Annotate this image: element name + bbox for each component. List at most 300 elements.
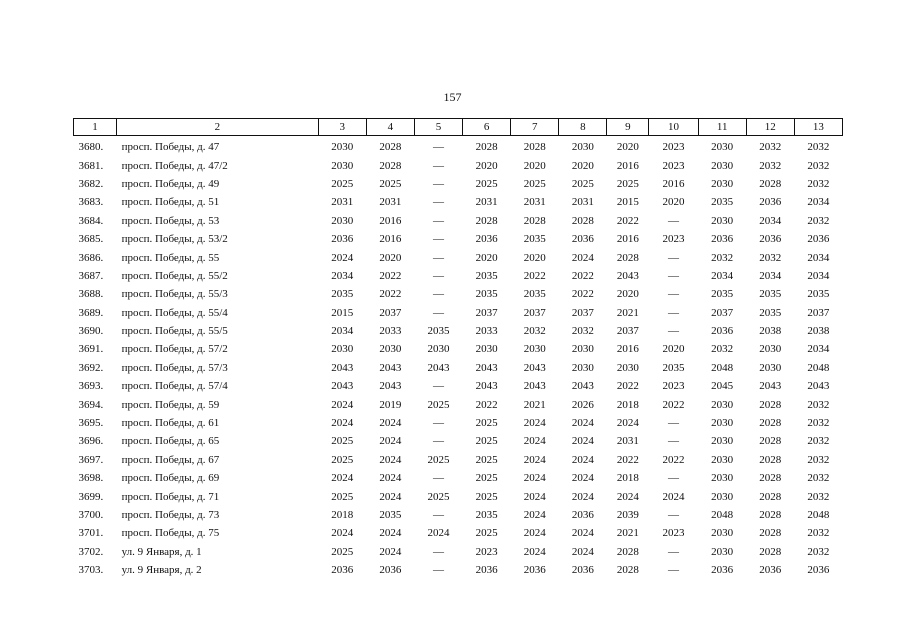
address-cell: ул. 9 Января, д. 2 <box>121 564 202 577</box>
year-cell-col-10: — <box>668 417 680 430</box>
year-cell-col-3: 2024 <box>331 398 354 411</box>
year-cell-col-7: 2035 <box>523 288 546 301</box>
row-number: 3699. <box>78 490 104 503</box>
year-cell-col-11: 2030 <box>711 141 734 154</box>
year-cell-col-4: 2022 <box>379 288 402 301</box>
year-cell-col-6: 2028 <box>475 214 498 227</box>
year-cell-col-5: — <box>432 288 444 301</box>
year-cell-col-11: 2037 <box>711 306 734 319</box>
year-cell-col-8: 2020 <box>571 159 594 172</box>
year-cell-col-13: 2048 <box>807 509 830 521</box>
year-cell-col-12: 2028 <box>759 398 782 411</box>
year-cell-col-3: 2043 <box>331 361 354 374</box>
table-row <box>74 285 843 303</box>
year-cell-col-3: 2018 <box>331 509 354 521</box>
table-row <box>74 469 843 487</box>
year-cell-col-9: 2020 <box>616 288 639 301</box>
year-cell-col-8: 2030 <box>571 343 594 356</box>
row-number: 3698. <box>78 472 104 485</box>
year-cell-col-13: 2032 <box>807 214 830 227</box>
address-cell: просп. Победы, д. 73 <box>121 509 220 521</box>
year-cell-col-9: 2024 <box>616 417 639 430</box>
year-cell-col-13: 2043 <box>807 380 830 393</box>
year-cell-col-12: 2030 <box>759 343 782 356</box>
year-cell-col-11: 2030 <box>711 527 734 540</box>
year-cell-col-4: 2033 <box>379 325 402 338</box>
year-cell-col-11: 2036 <box>711 325 734 338</box>
row-number: 3681. <box>78 159 104 172</box>
column-header-13: 13 <box>794 119 842 136</box>
year-cell-col-13: 2032 <box>807 435 830 448</box>
row-number: 3697. <box>78 453 104 466</box>
year-cell-col-6: 2036 <box>475 564 498 577</box>
year-cell-col-5: — <box>432 214 444 227</box>
year-cell-col-13: 2034 <box>807 269 830 282</box>
table-row <box>74 304 843 322</box>
column-header-4: 4 <box>366 119 414 136</box>
table-row <box>74 524 843 542</box>
row-number: 3686. <box>78 251 104 264</box>
year-cell-col-11: 2034 <box>711 269 734 282</box>
year-cell-col-4: 2016 <box>379 233 402 246</box>
year-cell-col-11: 2030 <box>711 453 734 466</box>
year-cell-col-6: 2022 <box>475 398 498 411</box>
year-cell-col-4: 2024 <box>379 545 402 558</box>
year-cell-col-8: 2024 <box>571 490 594 503</box>
year-cell-col-12: 2036 <box>759 564 782 577</box>
year-cell-col-8: 2026 <box>571 398 594 411</box>
year-cell-col-13: 2037 <box>807 306 830 319</box>
year-cell-col-6: 2035 <box>475 269 498 282</box>
year-cell-col-4: 2024 <box>379 417 402 430</box>
year-cell-col-5: — <box>432 306 444 319</box>
address-cell: просп. Победы, д. 53 <box>121 214 220 227</box>
column-header-11: 11 <box>698 119 746 136</box>
column-header-10: 10 <box>649 119 698 136</box>
address-cell: просп. Победы, д. 53/2 <box>121 233 228 246</box>
year-cell-col-6: 2025 <box>475 472 498 485</box>
year-cell-col-9: 2016 <box>616 343 639 356</box>
table-row <box>74 156 843 174</box>
table-row <box>74 451 843 469</box>
year-cell-col-3: 2024 <box>331 417 354 430</box>
year-cell-col-6: 2036 <box>475 233 498 246</box>
year-cell-col-12: 2036 <box>759 196 782 209</box>
year-cell-col-7: 2024 <box>523 527 546 540</box>
year-cell-col-13: 2035 <box>807 288 830 301</box>
year-cell-col-7: 2031 <box>523 196 546 209</box>
year-cell-col-9: 2028 <box>616 545 639 558</box>
column-header-2: 2 <box>117 119 319 136</box>
year-cell-col-10: 2023 <box>662 141 685 154</box>
year-cell-col-6: 2025 <box>475 417 498 430</box>
year-cell-col-6: 2020 <box>475 251 498 264</box>
row-number: 3683. <box>78 196 104 209</box>
year-cell-col-13: 2032 <box>807 417 830 430</box>
year-cell-col-9: 2039 <box>616 509 639 521</box>
year-cell-col-11: 2048 <box>711 361 734 374</box>
row-number: 3695. <box>78 417 104 430</box>
year-cell-col-10: — <box>668 564 680 577</box>
address-cell: просп. Победы, д. 47/2 <box>121 159 228 172</box>
year-cell-col-10: 2023 <box>662 233 685 246</box>
row-number: 3685. <box>78 233 104 246</box>
schedule-table <box>73 118 843 579</box>
address-cell: просп. Победы, д. 51 <box>121 196 220 209</box>
year-cell-col-5: — <box>432 177 444 190</box>
year-cell-col-13: 2032 <box>807 453 830 466</box>
year-cell-col-8: 2028 <box>571 214 594 227</box>
year-cell-col-13: 2036 <box>807 233 830 246</box>
year-cell-col-7: 2024 <box>523 472 546 485</box>
column-header-5: 5 <box>414 119 462 136</box>
year-cell-col-6: 2025 <box>475 527 498 540</box>
year-cell-col-5: — <box>432 141 444 154</box>
year-cell-col-10: — <box>668 545 680 558</box>
year-cell-col-13: 2034 <box>807 251 830 264</box>
table-row <box>74 193 843 211</box>
year-cell-col-12: 2036 <box>759 233 782 246</box>
year-cell-col-13: 2032 <box>807 490 830 503</box>
year-cell-col-9: 2043 <box>616 269 639 282</box>
table-row <box>74 395 843 413</box>
year-cell-col-12: 2032 <box>759 141 782 154</box>
table-row <box>74 267 843 285</box>
year-cell-col-10: — <box>668 472 680 485</box>
row-number: 3684. <box>78 214 104 227</box>
year-cell-col-11: 2032 <box>711 343 734 356</box>
year-cell-col-3: 2024 <box>331 251 354 264</box>
year-cell-col-10: — <box>668 269 680 282</box>
year-cell-col-9: 2030 <box>616 361 639 374</box>
year-cell-col-13: 2032 <box>807 177 830 190</box>
year-cell-col-8: 2024 <box>571 251 594 264</box>
year-cell-col-9: 2021 <box>616 306 639 319</box>
year-cell-col-3: 2025 <box>331 490 354 503</box>
year-cell-col-11: 2030 <box>711 545 734 558</box>
year-cell-col-8: 2024 <box>571 435 594 448</box>
year-cell-col-12: 2034 <box>759 269 782 282</box>
year-cell-col-8: 2024 <box>571 527 594 540</box>
table-row <box>74 506 843 524</box>
year-cell-col-5: 2035 <box>427 325 450 338</box>
year-cell-col-4: 2031 <box>379 196 402 209</box>
year-cell-col-5: — <box>432 196 444 209</box>
table-row <box>74 212 843 230</box>
column-header-12: 12 <box>746 119 794 136</box>
address-cell: просп. Победы, д. 57/3 <box>121 361 228 374</box>
table-row <box>74 543 843 561</box>
row-number: 3680. <box>78 141 104 154</box>
year-cell-col-5: 2025 <box>427 453 450 466</box>
year-cell-col-8: 2022 <box>571 269 594 282</box>
year-cell-col-10: — <box>668 251 680 264</box>
year-cell-col-10: — <box>668 325 680 338</box>
year-cell-col-6: 2043 <box>475 380 498 393</box>
row-number: 3691. <box>78 343 104 356</box>
year-cell-col-4: 2024 <box>379 453 402 466</box>
year-cell-col-4: 2024 <box>379 490 402 503</box>
year-cell-col-3: 2036 <box>331 564 354 577</box>
row-number: 3703. <box>78 564 104 577</box>
year-cell-col-9: 2022 <box>616 214 639 227</box>
table-row <box>74 340 843 358</box>
year-cell-col-13: 2038 <box>807 325 830 338</box>
year-cell-col-3: 2025 <box>331 435 354 448</box>
year-cell-col-8: 2036 <box>571 233 594 246</box>
year-cell-col-6: 2035 <box>475 288 498 301</box>
year-cell-col-5: — <box>432 417 444 430</box>
year-cell-col-12: 2032 <box>759 251 782 264</box>
year-cell-col-6: 2028 <box>475 141 498 154</box>
address-cell: просп. Победы, д. 57/4 <box>121 380 228 393</box>
year-cell-col-8: 2030 <box>571 141 594 154</box>
year-cell-col-4: 2035 <box>379 509 402 521</box>
row-number: 3693. <box>78 380 104 393</box>
year-cell-col-5: — <box>432 251 444 264</box>
address-cell: просп. Победы, д. 75 <box>121 527 220 540</box>
table-row <box>74 561 843 579</box>
year-cell-col-7: 2020 <box>523 251 546 264</box>
year-cell-col-7: 2028 <box>523 214 546 227</box>
year-cell-col-11: 2048 <box>711 509 734 521</box>
year-cell-col-7: 2025 <box>523 177 546 190</box>
address-cell: просп. Победы, д. 55/4 <box>121 306 228 319</box>
year-cell-col-8: 2043 <box>571 380 594 393</box>
table-row <box>74 136 843 157</box>
year-cell-col-8: 2025 <box>571 177 594 190</box>
address-cell: просп. Победы, д. 65 <box>121 435 220 448</box>
address-cell: просп. Победы, д. 49 <box>121 177 220 190</box>
year-cell-col-7: 2022 <box>523 269 546 282</box>
year-cell-col-11: 2035 <box>711 196 734 209</box>
year-cell-col-4: 2024 <box>379 527 402 540</box>
year-cell-col-12: 2028 <box>759 509 782 521</box>
year-cell-col-5: 2043 <box>427 361 450 374</box>
year-cell-col-8: 2024 <box>571 545 594 558</box>
year-cell-col-3: 2035 <box>331 288 354 301</box>
year-cell-col-12: 2028 <box>759 490 782 503</box>
year-cell-col-7: 2024 <box>523 417 546 430</box>
year-cell-col-9: 2028 <box>616 564 639 577</box>
year-cell-col-5: 2025 <box>427 490 450 503</box>
address-cell: просп. Победы, д. 55/5 <box>121 325 228 338</box>
year-cell-col-3: 2025 <box>331 177 354 190</box>
year-cell-col-12: 2028 <box>759 417 782 430</box>
year-cell-col-6: 2037 <box>475 306 498 319</box>
year-cell-col-7: 2028 <box>523 141 546 154</box>
year-cell-col-3: 2030 <box>331 214 354 227</box>
year-cell-col-5: 2030 <box>427 343 450 356</box>
year-cell-col-5: — <box>432 472 444 485</box>
year-cell-col-10: — <box>668 435 680 448</box>
year-cell-col-4: 2024 <box>379 435 402 448</box>
year-cell-col-9: 2037 <box>616 325 639 338</box>
address-cell: просп. Победы, д. 61 <box>121 417 220 430</box>
year-cell-col-8: 2024 <box>571 472 594 485</box>
year-cell-col-8: 2024 <box>571 453 594 466</box>
address-cell: просп. Победы, д. 55/2 <box>121 269 228 282</box>
year-cell-col-12: 2028 <box>759 435 782 448</box>
year-cell-col-10: 2024 <box>662 490 685 503</box>
year-cell-col-7: 2024 <box>523 453 546 466</box>
year-cell-col-6: 2035 <box>475 509 498 521</box>
year-cell-col-12: 2034 <box>759 214 782 227</box>
year-cell-col-10: — <box>668 509 680 521</box>
year-cell-col-11: 2036 <box>711 564 734 577</box>
year-cell-col-3: 2043 <box>331 380 354 393</box>
year-cell-col-8: 2036 <box>571 509 594 521</box>
year-cell-col-6: 2020 <box>475 159 498 172</box>
year-cell-col-3: 2031 <box>331 196 354 209</box>
year-cell-col-7: 2030 <box>523 343 546 356</box>
year-cell-col-8: 2036 <box>571 564 594 577</box>
year-cell-col-7: 2037 <box>523 306 546 319</box>
year-cell-col-8: 2032 <box>571 325 594 338</box>
year-cell-col-6: 2043 <box>475 361 498 374</box>
year-cell-col-10: 2016 <box>662 177 685 190</box>
year-cell-col-13: 2032 <box>807 159 830 172</box>
year-cell-col-13: 2048 <box>807 361 830 374</box>
year-cell-col-3: 2030 <box>331 141 354 154</box>
column-header-8: 8 <box>559 119 607 136</box>
year-cell-col-4: 2030 <box>379 343 402 356</box>
year-cell-col-6: 2033 <box>475 325 498 338</box>
year-cell-col-10: 2022 <box>662 398 685 411</box>
year-cell-col-10: 2023 <box>662 527 685 540</box>
year-cell-col-7: 2024 <box>523 435 546 448</box>
address-cell: просп. Победы, д. 47 <box>121 141 220 154</box>
year-cell-col-6: 2023 <box>475 545 498 558</box>
year-cell-col-10: 2020 <box>662 343 685 356</box>
year-cell-col-9: 2018 <box>616 398 639 411</box>
year-cell-col-7: 2043 <box>523 380 546 393</box>
year-cell-col-9: 2024 <box>616 490 639 503</box>
column-header-7: 7 <box>511 119 559 136</box>
address-cell: просп. Победы, д. 57/2 <box>121 343 228 356</box>
address-cell: просп. Победы, д. 67 <box>121 453 220 466</box>
year-cell-col-5: 2025 <box>427 398 450 411</box>
year-cell-col-6: 2025 <box>475 490 498 503</box>
year-cell-col-4: 2028 <box>379 159 402 172</box>
column-header-9: 9 <box>607 119 649 136</box>
year-cell-col-10: 2020 <box>662 196 685 209</box>
row-number: 3690. <box>78 325 104 338</box>
year-cell-col-6: 2030 <box>475 343 498 356</box>
year-cell-col-11: 2030 <box>711 435 734 448</box>
table-row <box>74 432 843 450</box>
year-cell-col-6: 2031 <box>475 196 498 209</box>
year-cell-col-3: 2030 <box>331 159 354 172</box>
year-cell-col-3: 2034 <box>331 269 354 282</box>
table-row <box>74 377 843 395</box>
year-cell-col-12: 2035 <box>759 306 782 319</box>
year-cell-col-6: 2025 <box>475 453 498 466</box>
year-cell-col-9: 2020 <box>616 141 639 154</box>
column-header-3: 3 <box>318 119 366 136</box>
year-cell-col-10: 2022 <box>662 453 685 466</box>
address-cell: просп. Победы, д. 69 <box>121 472 220 485</box>
row-number: 3702. <box>78 545 104 558</box>
row-number: 3692. <box>78 361 104 374</box>
year-cell-col-9: 2015 <box>616 196 639 209</box>
year-cell-col-7: 2024 <box>523 545 546 558</box>
year-cell-col-12: 2028 <box>759 453 782 466</box>
page-number: 157 <box>443 90 462 104</box>
year-cell-col-12: 2028 <box>759 545 782 558</box>
year-cell-col-5: — <box>432 233 444 246</box>
year-cell-col-7: 2024 <box>523 490 546 503</box>
year-cell-col-8: 2024 <box>571 417 594 430</box>
year-cell-col-4: 2022 <box>379 269 402 282</box>
header-row <box>74 119 843 136</box>
year-cell-col-11: 2030 <box>711 417 734 430</box>
year-cell-col-9: 2018 <box>616 472 639 485</box>
year-cell-col-7: 2043 <box>523 361 546 374</box>
year-cell-col-5: — <box>432 509 444 521</box>
year-cell-col-3: 2024 <box>331 472 354 485</box>
year-cell-col-4: 2036 <box>379 564 402 577</box>
year-cell-col-3: 2036 <box>331 233 354 246</box>
year-cell-col-10: — <box>668 306 680 319</box>
year-cell-col-10: 2023 <box>662 380 685 393</box>
year-cell-col-3: 2025 <box>331 545 354 558</box>
year-cell-col-13: 2034 <box>807 196 830 209</box>
year-cell-col-7: 2020 <box>523 159 546 172</box>
year-cell-col-6: 2025 <box>475 435 498 448</box>
year-cell-col-3: 2024 <box>331 527 354 540</box>
year-cell-col-10: 2023 <box>662 159 685 172</box>
year-cell-col-13: 2032 <box>807 398 830 411</box>
year-cell-col-13: 2034 <box>807 343 830 356</box>
year-cell-col-8: 2037 <box>571 306 594 319</box>
year-cell-col-12: 2028 <box>759 472 782 485</box>
year-cell-col-9: 2031 <box>616 435 639 448</box>
year-cell-col-3: 2015 <box>331 306 354 319</box>
year-cell-col-3: 2025 <box>331 453 354 466</box>
year-cell-col-12: 2035 <box>759 288 782 301</box>
year-cell-col-5: — <box>432 545 444 558</box>
row-number: 3687. <box>78 269 104 282</box>
year-cell-col-10: — <box>668 214 680 227</box>
year-cell-col-12: 2030 <box>759 361 782 374</box>
year-cell-col-4: 2019 <box>379 398 402 411</box>
year-cell-col-7: 2035 <box>523 233 546 246</box>
table-row <box>74 175 843 193</box>
year-cell-col-13: 2032 <box>807 527 830 540</box>
year-cell-col-11: 2036 <box>711 233 734 246</box>
year-cell-col-12: 2028 <box>759 177 782 190</box>
row-number: 3700. <box>78 509 104 521</box>
year-cell-col-4: 2025 <box>379 177 402 190</box>
year-cell-col-3: 2030 <box>331 343 354 356</box>
address-cell: просп. Победы, д. 71 <box>121 490 220 503</box>
year-cell-col-13: 2032 <box>807 472 830 485</box>
year-cell-col-5: — <box>432 435 444 448</box>
year-cell-col-3: 2034 <box>331 325 354 338</box>
year-cell-col-11: 2032 <box>711 251 734 264</box>
year-cell-col-11: 2035 <box>711 288 734 301</box>
year-cell-col-13: 2036 <box>807 564 830 577</box>
year-cell-col-7: 2036 <box>523 564 546 577</box>
table-row <box>74 230 843 248</box>
year-cell-col-4: 2037 <box>379 306 402 319</box>
year-cell-col-9: 2022 <box>616 453 639 466</box>
row-number: 3696. <box>78 435 104 448</box>
table-row <box>74 414 843 432</box>
year-cell-col-11: 2045 <box>711 380 734 393</box>
address-cell: ул. 9 Января, д. 1 <box>121 545 202 558</box>
